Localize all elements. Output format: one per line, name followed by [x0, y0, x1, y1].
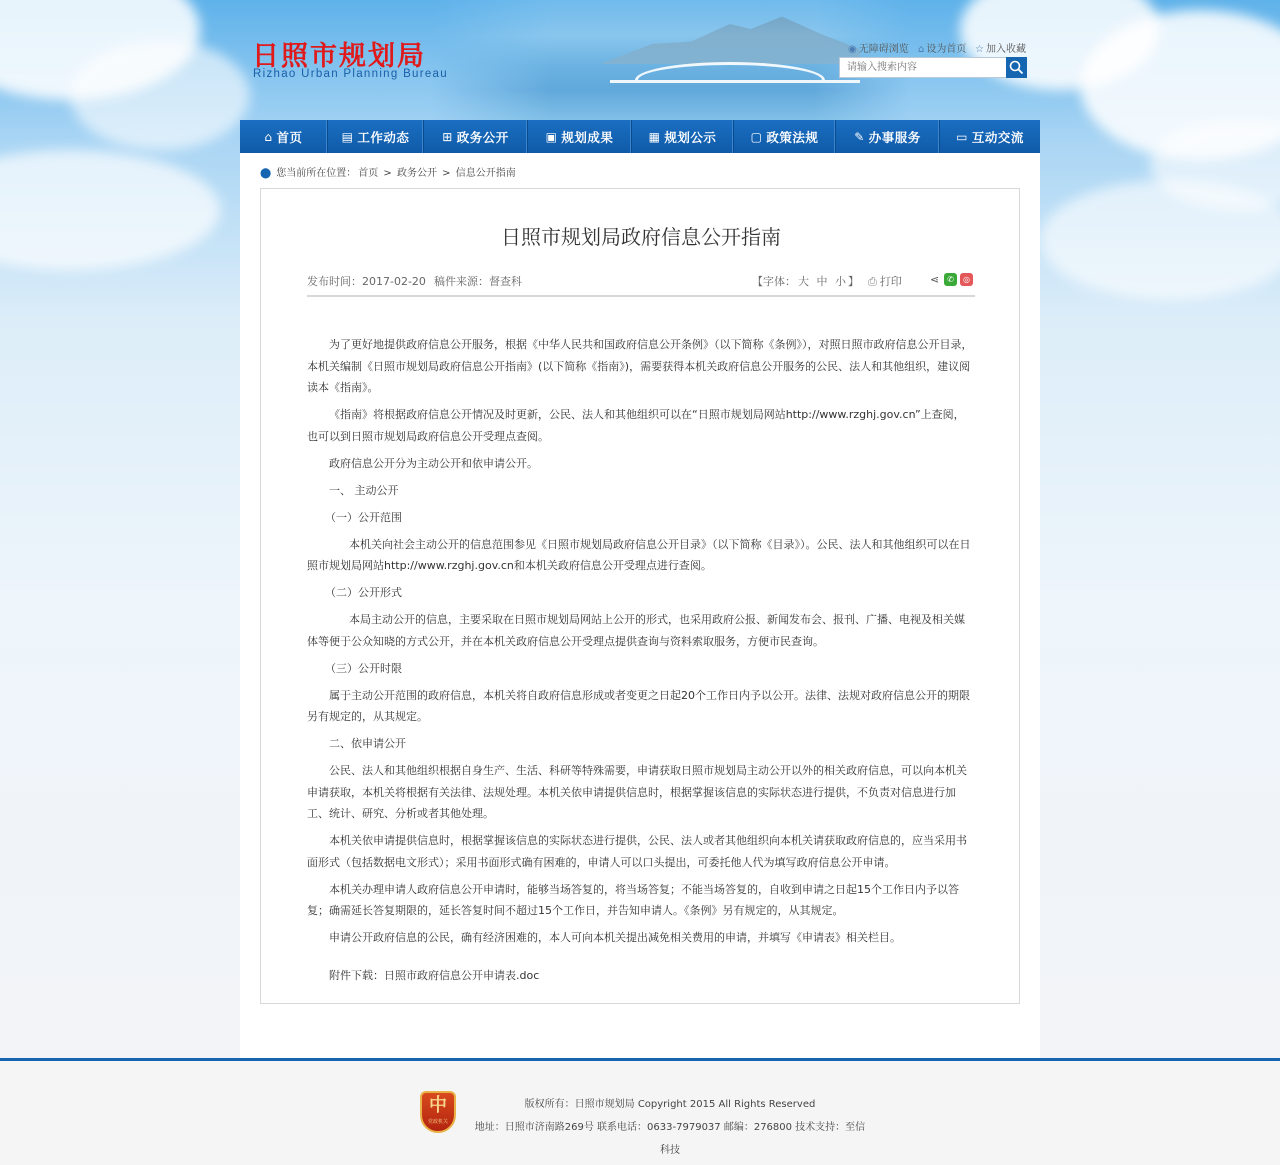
location-pin-icon: ⬤	[260, 168, 272, 179]
site-logo-title[interactable]: 日照市规划局	[252, 41, 426, 72]
paragraph: 申请公开政府信息的公民，确有经济困难的，本人可向本机关提出减免相关费用的申请，并填写《申请表》相关栏目。	[329, 931, 901, 944]
government-badge-icon[interactable]: 中 党政机关	[420, 1091, 456, 1133]
nav-home[interactable]: ⌂ 首页	[240, 120, 328, 153]
paragraph: 本局主动公开的信息，主要采取在日照市规划局网站上公开的形式，也采用政府公报、新闻发布会、报刊、广播、电视及相关媒体等便于公众知晓的方式公开，并在本机关政府信息公开受理点提供查询与资料索取服务，方便市民查询。	[307, 613, 965, 648]
site-footer	[0, 1061, 1280, 1165]
printer-icon: ⎙	[868, 275, 877, 288]
main-nav	[240, 120, 1040, 153]
notice-icon: ▦	[648, 129, 661, 144]
add-favorite-link[interactable]: ☆ 加入收藏	[975, 44, 1026, 55]
nav-services[interactable]: ✎ 办事服务	[836, 120, 940, 153]
book-icon: ▢	[750, 129, 763, 144]
paragraph: 本机关依申请提供信息时，根据掌握该信息的实际状态进行提供，公民、法人或者其他组织向本机关请获取政府信息的，应当采用书面形式（包括数据电文形式）；采用书面形式确有困难的，申请人可以口头提出，可委托他人代为填写政府信息公开申请。	[307, 834, 967, 869]
attachment: 附件下载：日照市政府信息公开申请表.doc	[329, 968, 540, 982]
nav-policies[interactable]: ▢ 政策法规	[734, 120, 836, 153]
star-icon: ☆	[975, 44, 984, 55]
weibo-share-icon[interactable]: ◎	[960, 273, 973, 286]
set-homepage-link[interactable]: ⌂ 设为首页	[918, 44, 967, 55]
font-small-button[interactable]: 小	[835, 275, 846, 288]
section-heading: 一、 主动公开	[329, 483, 399, 497]
search-button[interactable]	[1006, 57, 1027, 78]
edit-icon: ✎	[854, 129, 865, 144]
paragraph: 为了更好地提供政府信息公开服务，根据《中华人民共和国政府信息公开条例》（以下简称《条例》），对照日照市政府信息公开目录，本机关编制《日照市规划局政府信息公开指南》(以下简称《指南》)，需要获得本机关政府信息公开服务的公民、法人和其他组织，建议阅读本《指南》。	[307, 338, 973, 394]
article-body	[307, 334, 975, 992]
search-icon	[1009, 60, 1024, 75]
font-large-button[interactable]: 大	[798, 275, 809, 288]
top-links	[848, 40, 1038, 54]
subsection-heading: （二）公开形式	[325, 586, 402, 599]
grid-icon: ⊞	[442, 129, 453, 144]
nav-government-affairs[interactable]: ⊞ 政务公开	[424, 120, 528, 153]
article-meta	[307, 273, 975, 297]
font-size-controls: 【字体： 大 中 小 】	[752, 275, 859, 288]
publish-date: 发布时间：2017-02-20	[307, 275, 426, 288]
search-input[interactable]	[839, 57, 1006, 78]
address-text: 地址：日照市济南路269号 联系电话：0633-7979037 邮编：276800 技术支持：至信科技	[474, 1122, 866, 1156]
paragraph: 本机关办理申请人政府信息公开申请时，能够当场答复的，将当场答复；不能当场答复的，自收到申请之日起15个工作日内予以答复；确需延长答复期限的，延长答复时间不超过15个工作日，并告知申请人。《条例》另有规定的，从其规定。	[307, 882, 959, 917]
chat-icon: ▭	[956, 129, 968, 144]
nav-planning-notice[interactable]: ▦ 规划公示	[632, 120, 734, 153]
paragraph: 公民、法人和其他组织根据自身生产、生活、科研等特殊需要，申请获取日照市规划局主动公开以外的相关政府信息，可以向本机关申请获取，本机关将根据有关法律、法规处理。本机关依申请提供信息时，根据掌握该信息的实际状态进行提供，不负责对信息进行加工、统计、研究、分析或者其他处理。	[307, 764, 967, 820]
nav-planning-results[interactable]: ▣ 规划成果	[528, 120, 632, 153]
copyright-text: 版权所有：日照市规划局 Copyright 2015 All Rights Reserved	[524, 1099, 816, 1110]
home-icon: ⌂	[264, 129, 273, 144]
site-logo-subtitle: Rizhao Urban Planning Bureau	[253, 68, 448, 80]
article-source: 稿件来源：督查科	[434, 275, 522, 288]
search-bar	[839, 57, 1027, 78]
breadcrumb-current: 信息公开指南	[455, 168, 516, 179]
font-medium-button[interactable]: 中	[816, 275, 828, 288]
breadcrumb-gov-affairs[interactable]: 政务公开	[396, 168, 437, 179]
footer-text	[470, 1093, 870, 1162]
paragraph: 政府信息公开分为主动公开和依申请公开。	[329, 456, 538, 470]
paragraph: 属于主动公开范围的政府信息，本机关将自政府信息形成或者变更之日起20个工作日内予以公开。法律、法规对政府信息公开的期限另有规定的，从其规定。	[307, 688, 970, 723]
paragraph: 《指南》将根据政府信息公开情况及时更新，公民、法人和其他组织可以在“日照市规划局网站http://www.rzghj.gov.cn”上查阅，也可以到日照市规划局政府信息公开受理点查阅。	[307, 408, 965, 443]
home-icon: ⌂	[918, 44, 925, 55]
clipboard-icon: ▣	[545, 129, 558, 144]
paragraph: 本机关向社会主动公开的信息范围参见《日照市规划局政府信息公开目录》（以下简称《目录》）。公民、法人和其他组织可以在日照市规划局网站http://www.rzghj.gov.cn和本机关政府信息公开受理点进行查阅。	[307, 537, 971, 572]
main-content	[240, 153, 1040, 1058]
accessibility-link[interactable]: ◉ 无障碍浏览	[848, 44, 909, 55]
document-icon: ▤	[341, 129, 354, 144]
eye-icon: ◉	[848, 44, 857, 55]
subsection-heading: （一）公开范围	[325, 510, 402, 524]
breadcrumb-home[interactable]: 首页	[358, 168, 379, 179]
site-header	[240, 0, 1040, 120]
header-bridge-deck	[610, 80, 860, 83]
share-icon[interactable]: ⋖	[930, 273, 940, 286]
article-card	[260, 188, 1020, 1004]
article-title: 日照市规划局政府信息公开指南	[501, 225, 781, 249]
nav-interaction[interactable]: ▭ 互动交流	[956, 129, 1024, 145]
wechat-share-icon[interactable]: ✆	[944, 273, 957, 286]
breadcrumb: ⬤ 您当前所在位置： 首页 > 政务公开 > 信息公开指南	[260, 168, 516, 179]
section-heading: 二、依申请公开	[329, 737, 406, 750]
nav-work-news[interactable]: ▤ 工作动态	[328, 120, 424, 153]
subsection-heading: （三）公开时限	[325, 661, 402, 675]
print-button[interactable]: ⎙ 打印	[868, 275, 902, 288]
attachment-link[interactable]: 日照市政府信息公开申请表.doc	[384, 968, 540, 982]
